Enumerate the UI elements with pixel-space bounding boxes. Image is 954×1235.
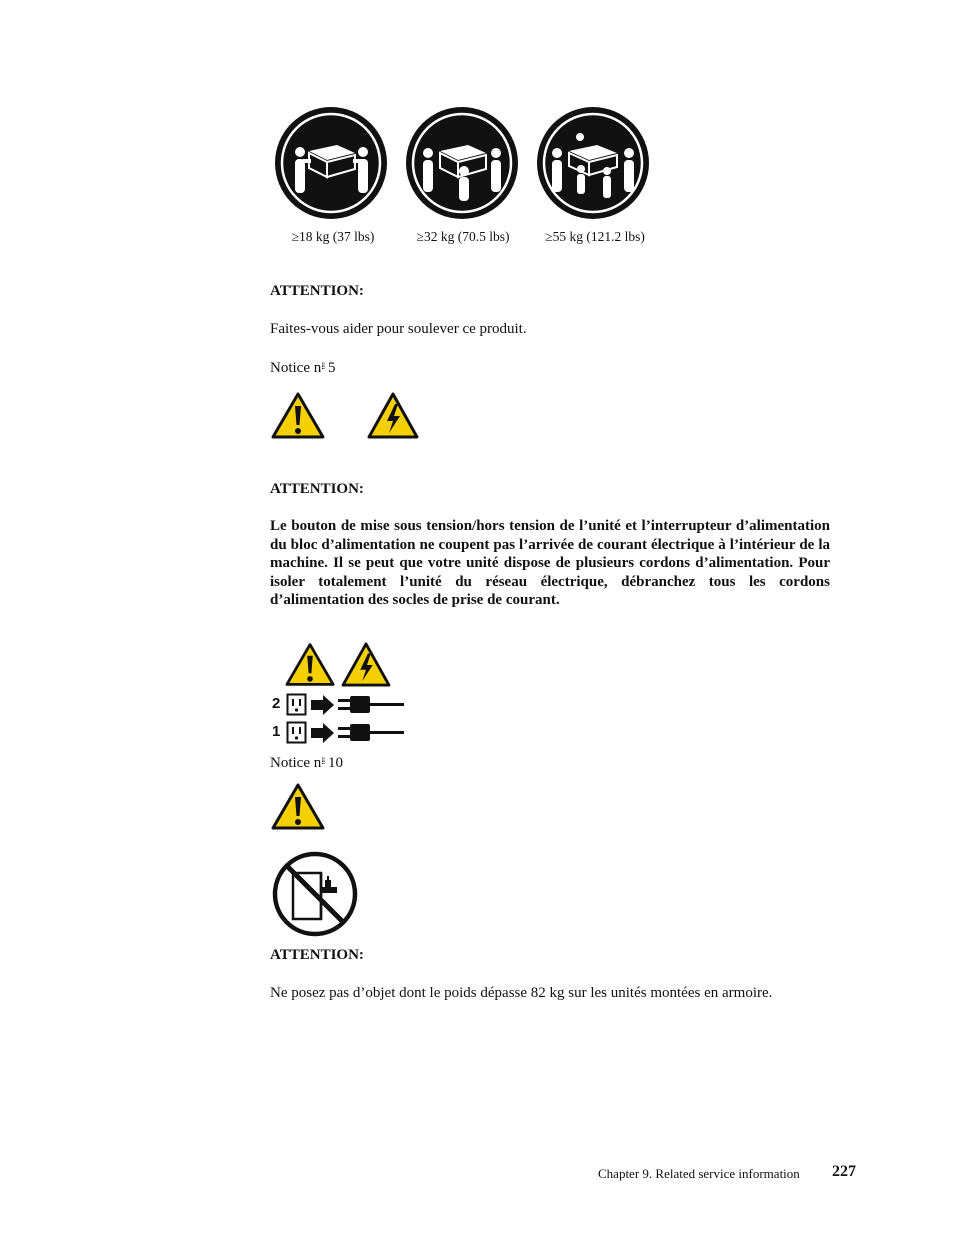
- caution-triangle-icon: [285, 642, 335, 687]
- electrical-hazard-icon: [341, 642, 391, 687]
- electrical-hazard-icon: [367, 392, 419, 439]
- no-weight-on-rack-icon: [271, 851, 359, 937]
- footer-chapter-title: Chapter 9. Related service information: [598, 1166, 800, 1181]
- attention-heading-power: ATTENTION:: [270, 481, 364, 497]
- unplug-cord-1-icon: [286, 721, 406, 745]
- notice-number: 10: [328, 755, 343, 771]
- attention-heading-rack: ATTENTION:: [270, 947, 364, 963]
- caution-triangle-icon: [271, 783, 325, 830]
- notice-number: 5: [328, 360, 336, 376]
- rack-weight-warning: Ne posez pas d’objet dont le poids dépasse 82 kg sur les unités montées en armoire.: [270, 985, 773, 1001]
- power-disconnect-warning: Le bouton de mise sous tension/hors tension de l’unité et l’interrupteur d’alimentation du bloc d’alimentation ne coupent pas l’arrivée de courant électrique à l’intérieur de la machine. Il se peut que votre unité dispose de plusieurs cordons d’alimentation. Pour isoler totalement l’unité du réseau électrique, débranchez tous les cordons d’alimentation des socles de prise de courant.: [270, 518, 830, 608]
- lifting-instruction: Faites-vous aider pour soulever ce produit.: [270, 321, 527, 337]
- lift-label-55kg: ≥55 kg (121.2 lbs): [545, 229, 645, 244]
- ordinal-glyph: ⁞⁞: [321, 361, 325, 371]
- notice-label: Notice n: [270, 360, 322, 376]
- notice-label: Notice n: [270, 755, 322, 771]
- unplug-cord-2-icon: [286, 693, 406, 717]
- notice-10-label: [270, 752, 343, 773]
- lift-two-person-icon: [273, 105, 389, 221]
- cord-label-1: 1: [272, 723, 281, 740]
- lift-label-32kg: ≥32 kg (70.5 lbs): [416, 229, 510, 244]
- page-number: 227: [832, 1163, 856, 1180]
- ordinal-glyph: ⁞⁞: [321, 756, 325, 766]
- notice-5-label: [270, 357, 336, 378]
- caution-triangle-icon: [271, 392, 325, 439]
- lift-four-person-icon: [535, 105, 651, 221]
- cord-label-2: 2: [272, 695, 281, 712]
- attention-heading-lifting: ATTENTION:: [270, 283, 364, 299]
- lift-three-person-icon: [404, 105, 520, 221]
- lift-label-18kg: ≥18 kg (37 lbs): [291, 229, 375, 244]
